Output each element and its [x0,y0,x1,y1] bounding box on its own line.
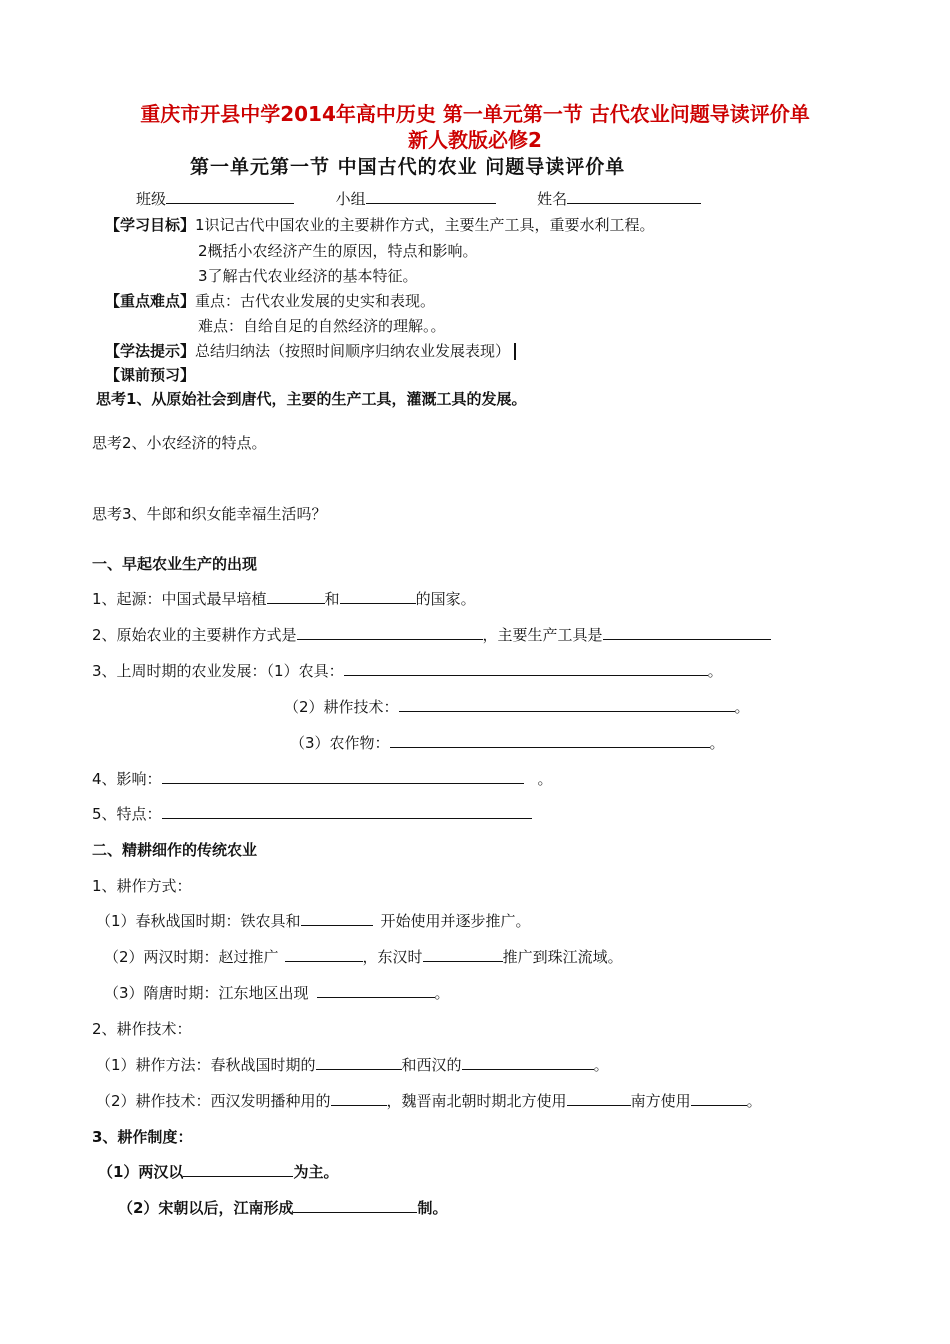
s2-m2: 2、耕作技术： [92,1020,192,1038]
text-cursor [514,343,516,360]
name-label: 姓名 [537,190,568,208]
keypoints-label: 【重点难点】 [105,292,196,310]
fill-blank[interactable] [162,769,524,784]
fill-blank[interactable] [162,804,532,819]
question-2: 思考2、小农经济的特点。 [92,434,267,452]
s2-m2-1-text-a: （1）耕作方法：春秋战国时期的 [96,1056,316,1074]
worksheet-subtitle: 第一单元第一节 中国古代的农业 问题导读评价单 [190,156,626,178]
fill-blank[interactable] [317,983,435,998]
info-row [136,188,701,209]
s2-m2-1-text-b: 和西汉的 [401,1056,462,1074]
s1-l4-text: （2）耕作技术： [284,698,399,716]
document-title: 重庆市开县中学2014年高中历史 第一单元第一节 古代农业问题导读评价单 [140,102,810,126]
fill-blank[interactable] [340,589,416,604]
s2-m3-1-text-a: （1）两汉以 [98,1163,184,1181]
document-title-line2: 新人教版必修2 [408,128,542,152]
s2-m3-1 [98,1161,338,1182]
s2-m1-1-text-a: （1）春秋战国时期：铁农具和 [96,912,301,930]
s1-line-6 [92,768,553,789]
s2-m3: 3、耕作制度： [92,1128,193,1146]
s1-l3-end: 。 [707,662,723,680]
class-field[interactable] [166,189,294,204]
s2-m1-3 [104,982,450,1003]
s1-line-1 [92,588,476,609]
s2-m2-2-text-a: （2）耕作技术：西汉发明播种用的 [96,1092,331,1110]
s2-m3-2 [118,1197,447,1218]
fill-blank[interactable] [691,1091,747,1106]
s2-m2-2-text-b: ，魏晋南北朝时期北方使用 [386,1092,567,1110]
s2-m2-1 [96,1054,609,1075]
keypoints-row [105,290,435,311]
s2-m1-2-text-c: 推广到珠江流域。 [502,948,623,966]
method-label: 【学法提示】 [105,342,196,360]
s2-m1-2-text-b: ，东汉时 [362,948,423,966]
preview-label: 【课前预习】 [105,366,196,384]
s1-l3-text: 3、上周时期的农业发展：（1）农具： [92,662,344,680]
name-field[interactable] [567,189,701,204]
fill-blank[interactable] [603,625,771,640]
s1-line-4 [284,696,750,717]
fill-blank[interactable] [462,1055,594,1070]
s1-l6-end: 。 [537,770,553,788]
s1-l2-text-a: 2、原始农业的主要耕作方式是 [92,626,297,644]
fill-blank[interactable] [567,1091,631,1106]
s2-m3-2-text-a: （2）宋朝以后，江南形成 [118,1199,294,1217]
key-point: 重点：古代农业发展的史实和表现。 [195,292,436,310]
fill-blank[interactable] [293,1198,417,1213]
question-1: 思考1、从原始社会到唐代，主要的生产工具，灌溉工具的发展。 [96,390,527,408]
s1-l7-text: 5、特点： [92,805,162,823]
s2-m1-1 [96,910,531,931]
objectives-label: 【学习目标】 [105,216,196,234]
s1-l2-text-b: ，主要生产工具是 [482,626,603,644]
method-row [105,340,516,361]
s2-m1-3-text-a: （3）隋唐时期：江东地区出现 [104,984,309,1002]
fill-blank[interactable] [297,625,483,640]
section-2-heading: 二、精耕细作的传统农业 [92,841,258,859]
s1-l1-text-c: 的国家。 [415,590,476,608]
fill-blank[interactable] [331,1091,387,1106]
s1-line-3 [92,660,723,681]
fill-blank[interactable] [316,1055,402,1070]
s1-l5-end: 。 [709,734,725,752]
objective-3: 3了解古代农业经济的基本特征。 [198,267,418,285]
s2-m2-1-text-c: 。 [593,1056,609,1074]
s2-m1-1-text-b: 开始使用并逐步推广。 [380,912,531,930]
objectives-row [105,214,655,235]
fill-blank[interactable] [423,947,503,962]
class-label: 班级 [136,190,167,208]
s2-m1-3-text-b: 。 [434,984,450,1002]
method-text: 总结归纳法（按照时间顺序归纳农业发展表现） [195,342,511,360]
objective-2: 2概括小农经济产生的原因，特点和影响。 [198,242,478,260]
s2-m3-1-text-b: 为主。 [293,1163,339,1181]
group-field[interactable] [366,189,496,204]
difficulty-point: 难点：自给自足的自然经济的理解。。 [198,317,446,335]
s1-l5-text: （3）农作物： [290,734,390,752]
s1-l1-text-b: 和 [324,590,340,608]
s2-m1-2 [104,946,623,967]
fill-blank[interactable] [285,947,363,962]
fill-blank[interactable] [267,589,325,604]
fill-blank[interactable] [183,1162,293,1177]
objective-1: 1识记古代中国农业的主要耕作方式，主要生产工具，重要水利工程。 [195,216,655,234]
s2-m2-2 [96,1090,762,1111]
s2-m3-2-text-b: 制。 [417,1199,448,1217]
s1-line-5 [290,732,725,753]
fill-blank[interactable] [301,911,373,926]
s1-l1-text-a: 1、起源：中国式最早培植 [92,590,267,608]
fill-blank[interactable] [399,697,735,712]
s1-l4-end: 。 [734,698,750,716]
fill-blank[interactable] [390,733,710,748]
s2-m1-2-text-a: （2）两汉时期：赵过推广 [104,948,279,966]
s2-m2-2-text-d: 。 [746,1092,762,1110]
s1-line-7 [92,803,532,824]
section-1-heading: 一、早起农业生产的出现 [92,555,258,573]
s1-line-2 [92,624,771,645]
group-label: 小组 [335,190,366,208]
s1-l6-text: 4、影响： [92,770,162,788]
fill-blank[interactable] [344,661,708,676]
s2-m2-2-text-c: 南方使用 [630,1092,691,1110]
question-3: 思考3、牛郎和织女能幸福生活吗？ [92,505,327,523]
s2-m1: 1、耕作方式： [92,877,192,895]
